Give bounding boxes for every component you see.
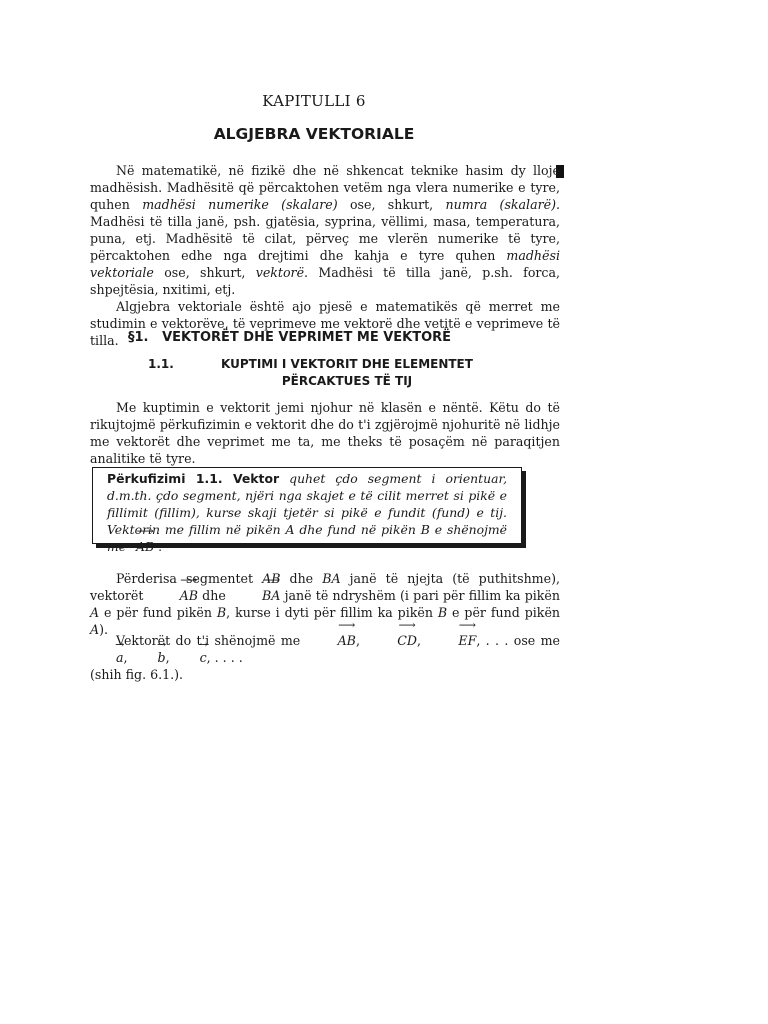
subsection-title: KUPTIMI I VEKTORIT DHE ELEMENTET PËRCAKTUES TË TIJ: [221, 357, 473, 388]
figure-reference: (shih fig. 6.1.).: [90, 667, 184, 682]
section-number: §1.: [128, 330, 149, 345]
vector-ef: ⟶ EF: [432, 632, 476, 649]
intro-paragraphs: [90, 162, 560, 349]
vector-ab: ⟶ AB: [136, 538, 154, 555]
paragraph-vector-recap: Me kuptimin e vektorit jemi njohur në klasën e nëntë. Këtu do të rikujtojmë përkufizimin e vektorit dhe do t'i zgjërojmë njohuritë në lidhje me vektorët dhe veprimet me ta, me theks të posaçëm në paraqitjen analitike të tyre.: [90, 400, 560, 466]
vector-ba: ⟶ BA: [236, 587, 280, 604]
subsection-heading: [148, 356, 508, 390]
definition-body: quhet çdo segment i orientuar, d.m.th. çdo segment, njëri nga skajet e të cilit merret si pikë e fillimit (fillim), kurse skaji tjetër si pikë e fundit (fund) e tij. Vektorin me fillim në pikën A dhe fund në pikën B e shënojmë me: [107, 471, 508, 554]
vector-c: → c: [174, 649, 207, 666]
vector-a: → a: [90, 649, 124, 666]
vector-cd: ⟶ CD: [371, 632, 417, 649]
paragraph-segments: Përderisa segmentet AB dhe BA janë të njejta (të puthitshme), vektorët ⟶ AB dhe ⟶ BA janë të ndryshëm (i pari për fillim ka pikën A e për fund pikën B, kurse i dyti për fillim ka pikën B e për fund pikën A).: [90, 570, 560, 638]
definition-label: Përkufizimi 1.1. Vektor: [107, 471, 280, 486]
vector-b: → b: [132, 649, 166, 666]
chapter-heading: KAPITULLI 6: [262, 92, 366, 110]
intro-paragraph-1: Në matematikë, në fizikë dhe në shkencat teknike hasim dy lloje madhësish. Madhësitë që përcaktohen vetëm nga vlera numerike e tyre, quhen madhësi numerike (skalare) ose, shkurt, numra (skalarë). Madhësi të tilla janë, psh. gjatësia, syprina, vëllimi, masa, temperatura, puna, etj. Madhësitë të cilat, përveç me vlerën numerike të tyre, përcaktohen edhe nga drejtimi dhe kahja e tyre quhen madhësi vektoriale ose, shkurt, vektorë. Madhësi të tilla janë, p.sh. forca, shpejtësia, nxitimi, etj.: [90, 163, 560, 297]
paragraph-notation: Vektorët do t'i shënojmë me ⟶ AB, ⟶ CD, ⟶ EF, . . . ose me → a, → b, → c, . . . . (shih fig. 6.1.).: [90, 632, 560, 683]
definition-box: Përkufizimi 1.1. Vektor quhet çdo segment i orientuar, d.m.th. çdo segment, njëri nga skajet e të cilit merret si pikë e fillimit (fillim), kurse skaji tjetër si pikë e fundit (fund) e tij. Vektorin me fillim në pikën A dhe fund në pikën B e shënojmë me ⟶ AB .: [92, 467, 522, 544]
section-title: VEKTORËT DHE VEPRIMET ME VEKTORË: [162, 330, 452, 345]
vector-ab: ⟶ AB: [312, 632, 356, 649]
subsection-number: 1.1.: [148, 357, 174, 371]
section-heading: [128, 330, 568, 345]
chapter-title: ALGJEBRA VEKTORIALE: [213, 125, 415, 143]
vector-ab: ⟶ AB: [154, 587, 198, 604]
intro-paragraph-2: Algjebra vektoriale është ajo pjesë e matematikës që merret me studimin e vektorëve, të veprimeve me vektorë dhe vetitë e veprimeve të tilla.: [90, 299, 560, 348]
